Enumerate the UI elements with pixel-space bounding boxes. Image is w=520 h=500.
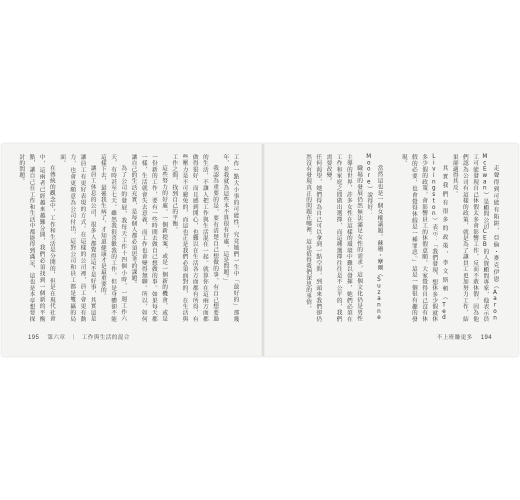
left-page-footer (22, 333, 130, 341)
chapter-label: 第六章 (47, 335, 66, 341)
paragraph: 在傳統的觀念中，工作和生活是分開的，但是在現代社會中，這兩者已經越來越難分開，我們必須找到一個新的平衡點，讓自己在工作和生活中都能得到滿足，這也是本章想要探討的問題。 (17, 154, 55, 322)
block-quote: 職場的發展仍然無法滿足女性的需求，這個文化仍是男性主導的世界，許多女性在這樣的環境中難以發揮，她們必須在工作和家庭之間做出選擇，而這種選擇往往是不公平的，我們需要改變。 (324, 154, 362, 322)
paragraph: 這些努力的好處，一個新提案，或是一個新的機會，或是一份新的工作，要有一些時間去做自己想做的事。如果每天都一樣，生活就會失去意義，而工作也會變得無聊。所以，如何讓自己的生活充實，是每個人都必須思考的課題。 (129, 154, 167, 322)
left-page-text (17, 154, 254, 322)
book-gutter (261, 144, 265, 356)
paragraph: 走聲得到可能有陷阱，亞倫・麥克伊恩（Aaron McEwan）是顧問公司CEB的人資顧問專家，他表示員工可能發現自己休假太多會影響工作，反而不敢休假，因為他們認為公司有這樣的政策，就是為了讓員工更加努力工作，結果卻適得其反。 (451, 154, 498, 322)
paragraph: 為了公司的發展，我每天工作十四個小時，一週工作六天，有時甚至七天。雖然我很喜歡我的工作，但是身體卻不能這樣下去，最後我生病了，才知道健康才是最重要的。 (99, 154, 126, 322)
right-page-footer (437, 333, 498, 341)
paragraph: 工作一點大小事的可能性，究竟她們一生中「最好的」那幾年，並我就為這些本不算很有好處，這是問題。」 (221, 154, 238, 322)
chapter-title: 工作與生活的混合 (81, 335, 130, 341)
paragraph: 其實我們有很多的政策，李文斯頓（Ted Livingston）表示：「我們發現，想休多少假就休多少假的政策，會影響員工的休假意願，大家覺得自己沒有休假的必要，也會覺得休假是一種罪惡。」這是一個很有趣的發現。 (400, 154, 447, 322)
paragraph: 我認為重要的是，要有清楚自己想做的事、有自己想要過的生活，不讓人把工作與生活混在一起。就算你在這兩方面都做得很好，而且感到開心，也難以在生活各方面都有所得，有些壓力是不可避免的，而這也正是我們必須面對的，在生活與工作之間，找到自己的平衡。 (170, 154, 218, 322)
left-page-number: 195 (28, 335, 40, 341)
right-page-text (274, 154, 500, 322)
paragraph: 當然這也是一個女權議題。蘇珊・摩爾（Suzanne Moore）說得好： (365, 154, 382, 322)
book-spread (2, 144, 518, 356)
running-title: 不上班賺更多 (436, 335, 473, 341)
left-page (17, 154, 254, 322)
paragraph: 讓員工休息的公司，很多人都覺得這不是好事，其實這是讓員工有更好表現的方式。在這樣的公司裡，員工會更有動力，也會更願意為公司付出，這對公司和員工都是雙贏的局面。 (58, 154, 96, 322)
footer-separator: ｜ (70, 335, 77, 341)
paragraph: 任何渴望，她們得為自己可以拿到一點空間，到頭來我們卻仍然沒有發現真正的問題在哪裡，這是值得我們深思的事情。 (304, 154, 321, 322)
right-page (274, 154, 500, 322)
right-page-number: 194 (480, 335, 492, 341)
